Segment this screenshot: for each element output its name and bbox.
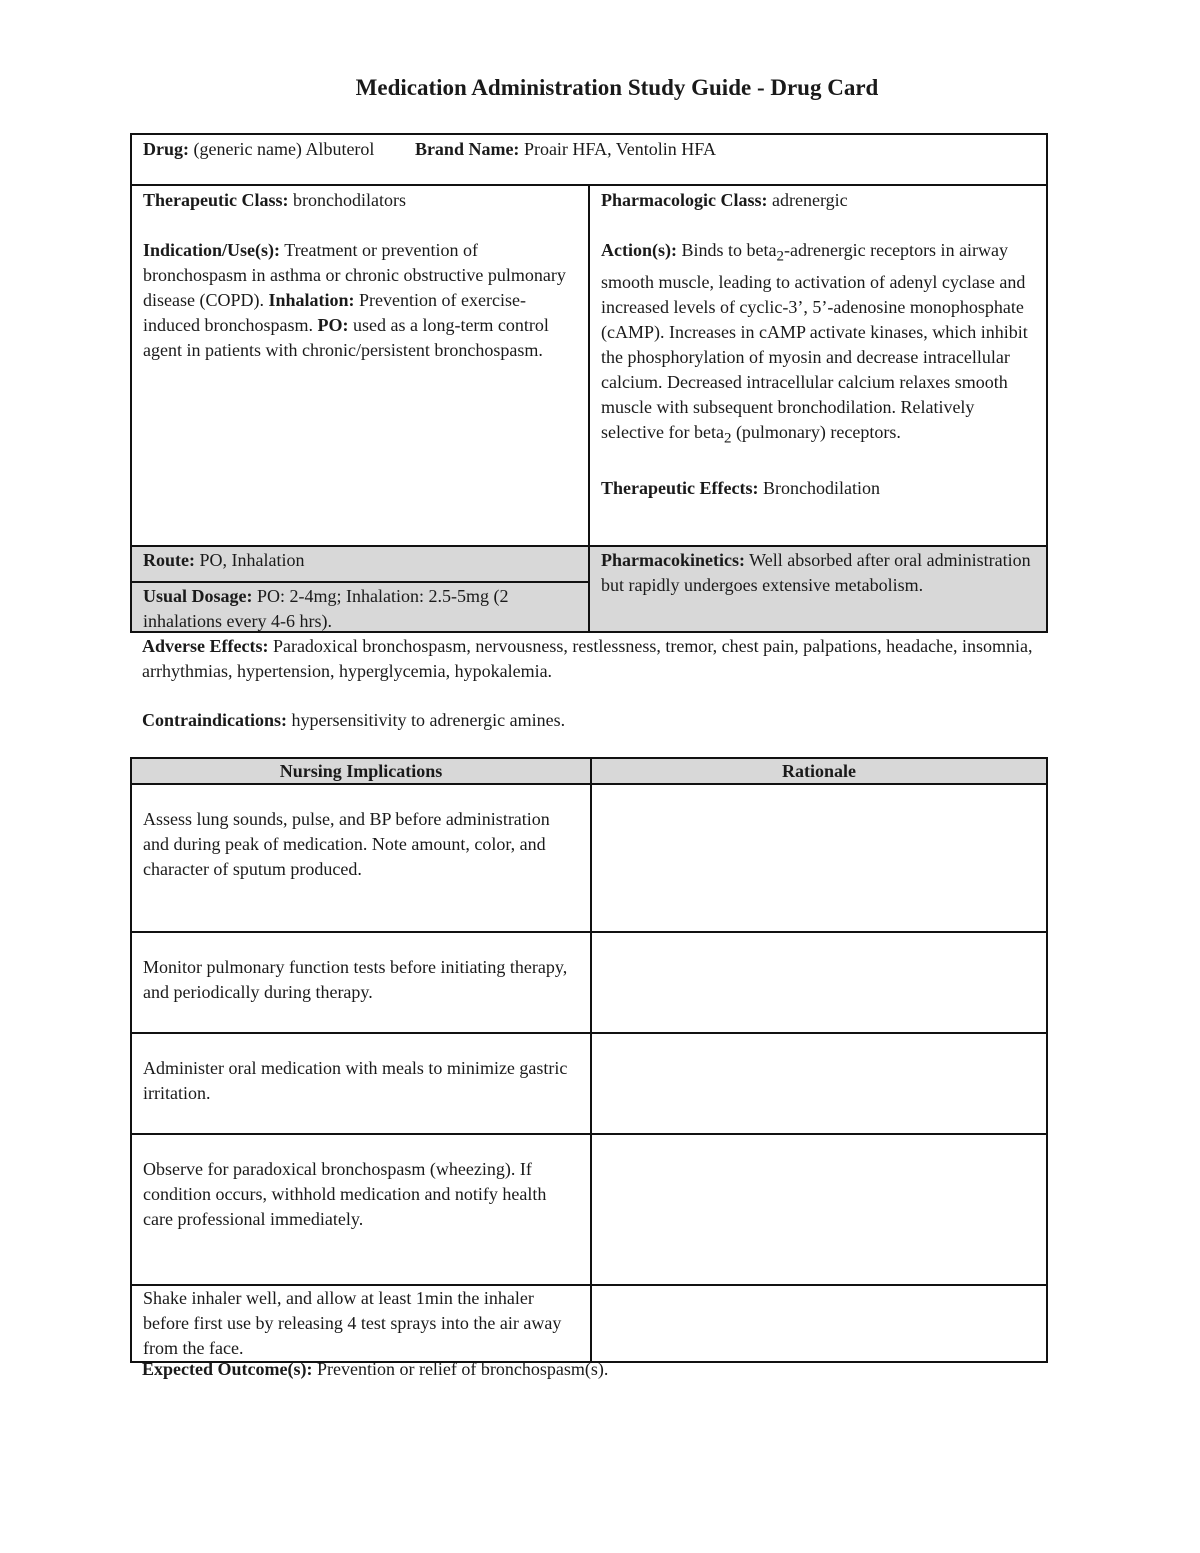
action-text-a: Binds to beta [681, 240, 777, 260]
action-subscript-2: 2 [723, 430, 732, 447]
indication-paragraph [143, 238, 577, 363]
pharmacologic-class-label: Pharmacologic Class: [601, 190, 768, 210]
drug-info-left [132, 186, 590, 546]
contraindications-label: Contraindications: [142, 710, 288, 730]
indication-label: Indication/Use(s): [143, 240, 281, 260]
po-text: used as a long-term control agent in patients with chronic/persistent bronchospasm. [143, 315, 549, 360]
brand-name-label: Brand Name: [414, 139, 520, 159]
rationale-cell [603, 933, 1035, 955]
inhalation-text: Prevention of exercise-induced bronchospasm. [143, 290, 526, 335]
pharmacokinetics-value: Well absorbed after oral administration but rapidly undergoes extensive metabolism. [601, 550, 1031, 595]
inhalation-label: Inhalation: [268, 290, 355, 310]
action-paragraph [601, 238, 1035, 451]
contraindications [142, 708, 1042, 733]
action-text-b: -adrenergic receptors in airway smooth muscle, leading to activation of adenyl cyclase and increased levels of cyclic-3’, 5’-adenosine monophosphate (cAMP). Increases in cAMP activate kinases, which inhibit the phosphorylation of myosin and decrease intracellular calcium. Decreased intracellular calcium relaxes smooth muscle with subsequent bronchodilation. Relatively selective for beta [601, 240, 1028, 442]
drug-info-right [590, 186, 1046, 546]
contraindications-value: hypersensitivity to adrenergic amines. [291, 710, 566, 730]
implication-cell: Observe for paradoxical bronchospasm (wheezing). If condition occurs, withhold medication and notify health care professional immediately. [143, 1159, 547, 1229]
drug-header-box [130, 133, 1048, 186]
route-dosage-box [130, 545, 1048, 633]
route-label: Route: [143, 550, 195, 570]
brand-name-value: Proair HFA, Ventolin HFA [523, 139, 716, 159]
therapeutic-effects-value: Bronchodilation [762, 478, 880, 499]
expected-outcome-label: Expected Outcome(s): [142, 1359, 313, 1379]
table-row [131, 784, 1047, 932]
action-text-c: (pulmonary) receptors. [731, 421, 901, 442]
indication-text: Treatment or prevention of bronchospasm in asthma or chronic obstructive pulmonary disease (COPD). [143, 240, 566, 310]
adverse-effects-label: Adverse Effects: [142, 636, 269, 656]
rationale-header: Rationale [591, 758, 1047, 784]
nursing-implications-header: Nursing Implications [131, 758, 591, 784]
rationale-cell [603, 785, 1035, 807]
therapeutic-class-value: bronchodilators [293, 190, 406, 210]
action-label: Action(s): [601, 240, 677, 260]
drug-info-box [130, 184, 1048, 546]
table-row [131, 1134, 1047, 1285]
adverse-effects-value: Paradoxical bronchospasm, nervousness, restlessness, tremor, chest pain, palpations, headache, insomnia, arrhythmias, hypertension, hyperglycemia, hypokalemia. [142, 636, 1033, 681]
implication-cell: Shake inhaler well, and allow at least 1min the inhaler before first use by releasing 4 test sprays into the air away from the face. [143, 1288, 562, 1358]
table-row [131, 1285, 1047, 1362]
action-subscript-1: 2 [776, 248, 784, 265]
implication-cell: Monitor pulmonary function tests before initiating therapy, and periodically during therapy. [143, 957, 568, 1002]
expected-outcome-value: Prevention or relief of bronchospasm(s). [316, 1359, 609, 1379]
rationale-cell [603, 1135, 1035, 1157]
dosage-row [132, 583, 588, 635]
therapeutic-class-label: Therapeutic Class: [143, 190, 289, 210]
table-row [131, 932, 1047, 1033]
dosage-label: Usual Dosage: [143, 586, 253, 606]
route-dosage-left [132, 547, 590, 631]
rationale-cell [603, 1034, 1035, 1056]
expected-outcome [142, 1357, 1042, 1382]
route-row [132, 547, 588, 583]
dosage-value: PO: 2-4mg; Inhalation: 2.5-5mg (2 inhalations every 4-6 hrs). [143, 586, 509, 631]
pharmacologic-class-value: adrenergic [771, 190, 848, 210]
page-title: Medication Administration Study Guide - Drug Card [355, 75, 879, 100]
drug-label: Drug: [143, 139, 189, 159]
implication-cell: Administer oral medication with meals to minimize gastric irritation. [143, 1058, 568, 1103]
implication-cell: Assess lung sounds, pulse, and BP before administration and during peak of medication. Note amount, color, and character of sputum produced. [143, 809, 550, 879]
nursing-implications-table [130, 757, 1048, 1363]
table-row [131, 1033, 1047, 1134]
pharmacokinetics-cell [590, 547, 1046, 631]
drug-value: (generic name) Albuterol [193, 139, 375, 159]
adverse-effects [142, 634, 1042, 684]
route-value: PO, Inhalation [199, 550, 305, 570]
therapeutic-effects-label: Therapeutic Effects: [601, 478, 759, 499]
pharmacokinetics-label: Pharmacokinetics: [601, 550, 745, 570]
po-label: PO: [317, 315, 349, 335]
table-header-row [131, 758, 1047, 784]
